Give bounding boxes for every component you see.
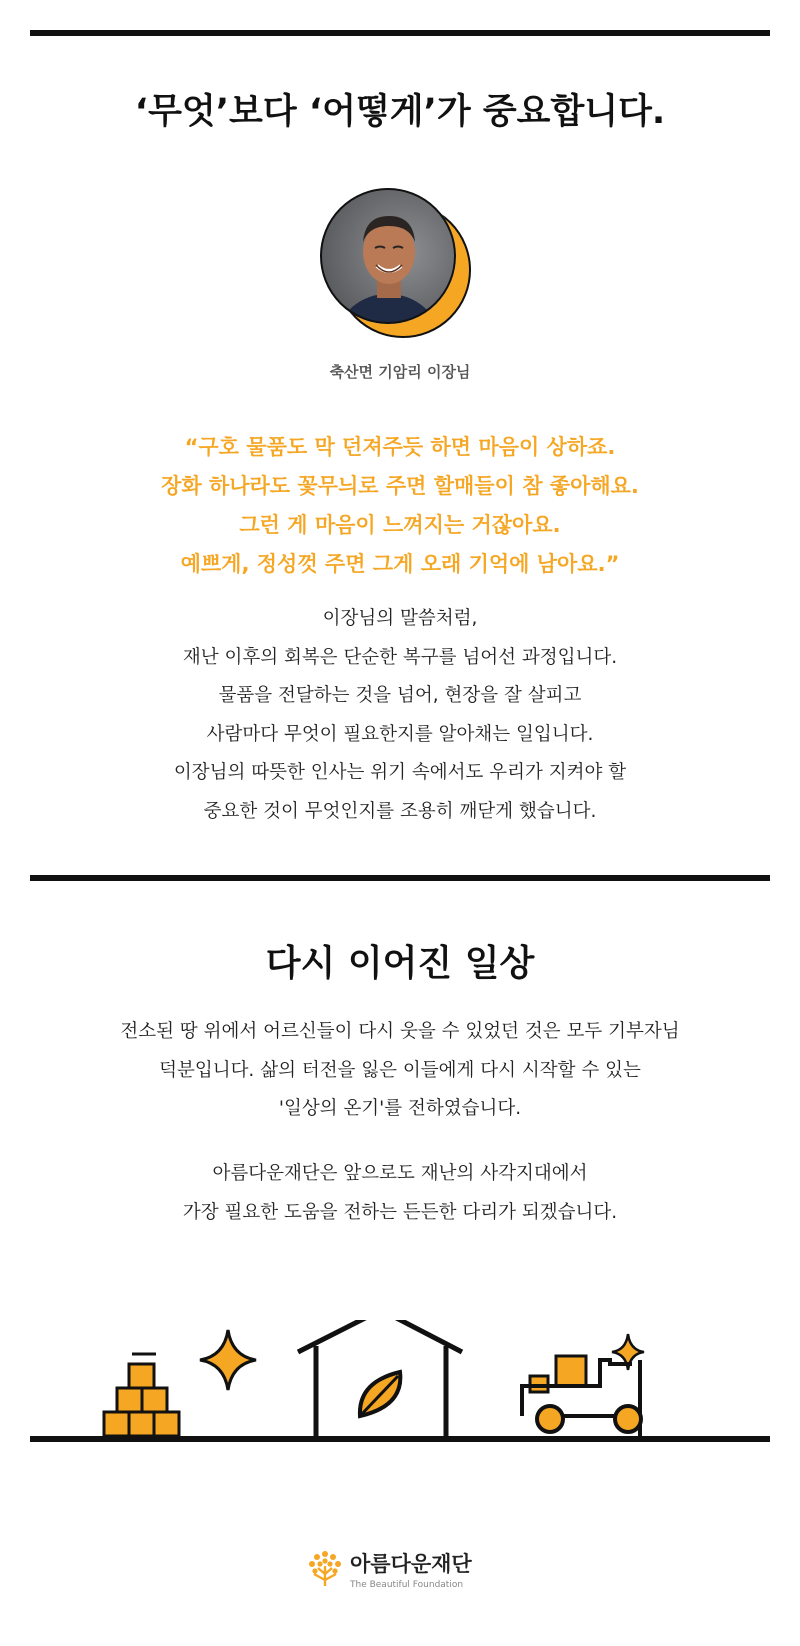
logo-tagline: The Beautiful Foundation [350, 1580, 464, 1590]
boxes-icon [104, 1354, 179, 1436]
body-line: 전소된 땅 위에서 어르신들이 다시 웃을 수 있었던 것은 모두 기부자님 [120, 1021, 680, 1042]
quote-line: 예쁘게, 정성껏 주면 그게 오래 기억에 남아요.” [180, 552, 620, 576]
foundation-logo[interactable] [304, 1546, 504, 1600]
body-line: 물품을 전달하는 것을 넘어, 현장을 잘 살피고 [218, 685, 582, 706]
section2-body-1 [0, 1013, 800, 1129]
portrait-photo [313, 182, 495, 358]
quote-line: 장화 하나라도 꽃무늬로 주면 할매들이 참 좋아해요. [161, 474, 639, 498]
body-line: 아름다운재단은 앞으로도 재난의 사각지대에서 [212, 1163, 588, 1184]
portrait-caption: 축산면 기암리 이장님 [329, 363, 471, 381]
body-line: 중요한 것이 무엇인지를 조용히 깨닫게 했습니다. [203, 800, 597, 822]
body-line: 이장님의 따뜻한 인사는 위기 속에서도 우리가 지켜야 할 [173, 762, 627, 783]
section1-body [0, 600, 800, 831]
body-line: 사람마다 무엇이 필요한지를 알아채는 일입니다. [206, 723, 594, 745]
top-divider [30, 30, 770, 36]
middle-divider [30, 875, 770, 881]
body-line: 이장님의 말씀처럼, [322, 608, 478, 629]
quote-line: 그런 게 마음이 느껴지는 거잖아요. [239, 513, 561, 537]
logo-name: 아름다운재단 [350, 1552, 472, 1576]
body-line: 재난 이후의 회복은 단순한 복구를 넘어선 과정입니다. [182, 646, 618, 668]
quote-block [0, 428, 800, 584]
sparkle-icon [200, 1330, 256, 1390]
quote-line: “구호 물품도 막 던져주듯 하면 마음이 상하죠. [184, 435, 616, 459]
recovery-illustration [0, 1320, 800, 1520]
tree-logo-icon [304, 1546, 346, 1588]
body-line: 가장 필요한 도움을 전하는 든든한 다리가 되겠습니다. [182, 1201, 618, 1223]
forklift-icon [522, 1356, 641, 1436]
body-line: 덕분입니다. 삶의 터전을 잃은 이들에게 다시 시작할 수 있는 [159, 1059, 641, 1081]
body-line: '일상의 온기'를 전하였습니다. [278, 1098, 522, 1119]
section-title-what-how: ‘무엇’보다 ‘어떻게’가 중요합니다. [134, 92, 666, 132]
section2-body-2 [0, 1155, 800, 1232]
section-title-daily-life: 다시 이어진 일상 [265, 943, 535, 984]
